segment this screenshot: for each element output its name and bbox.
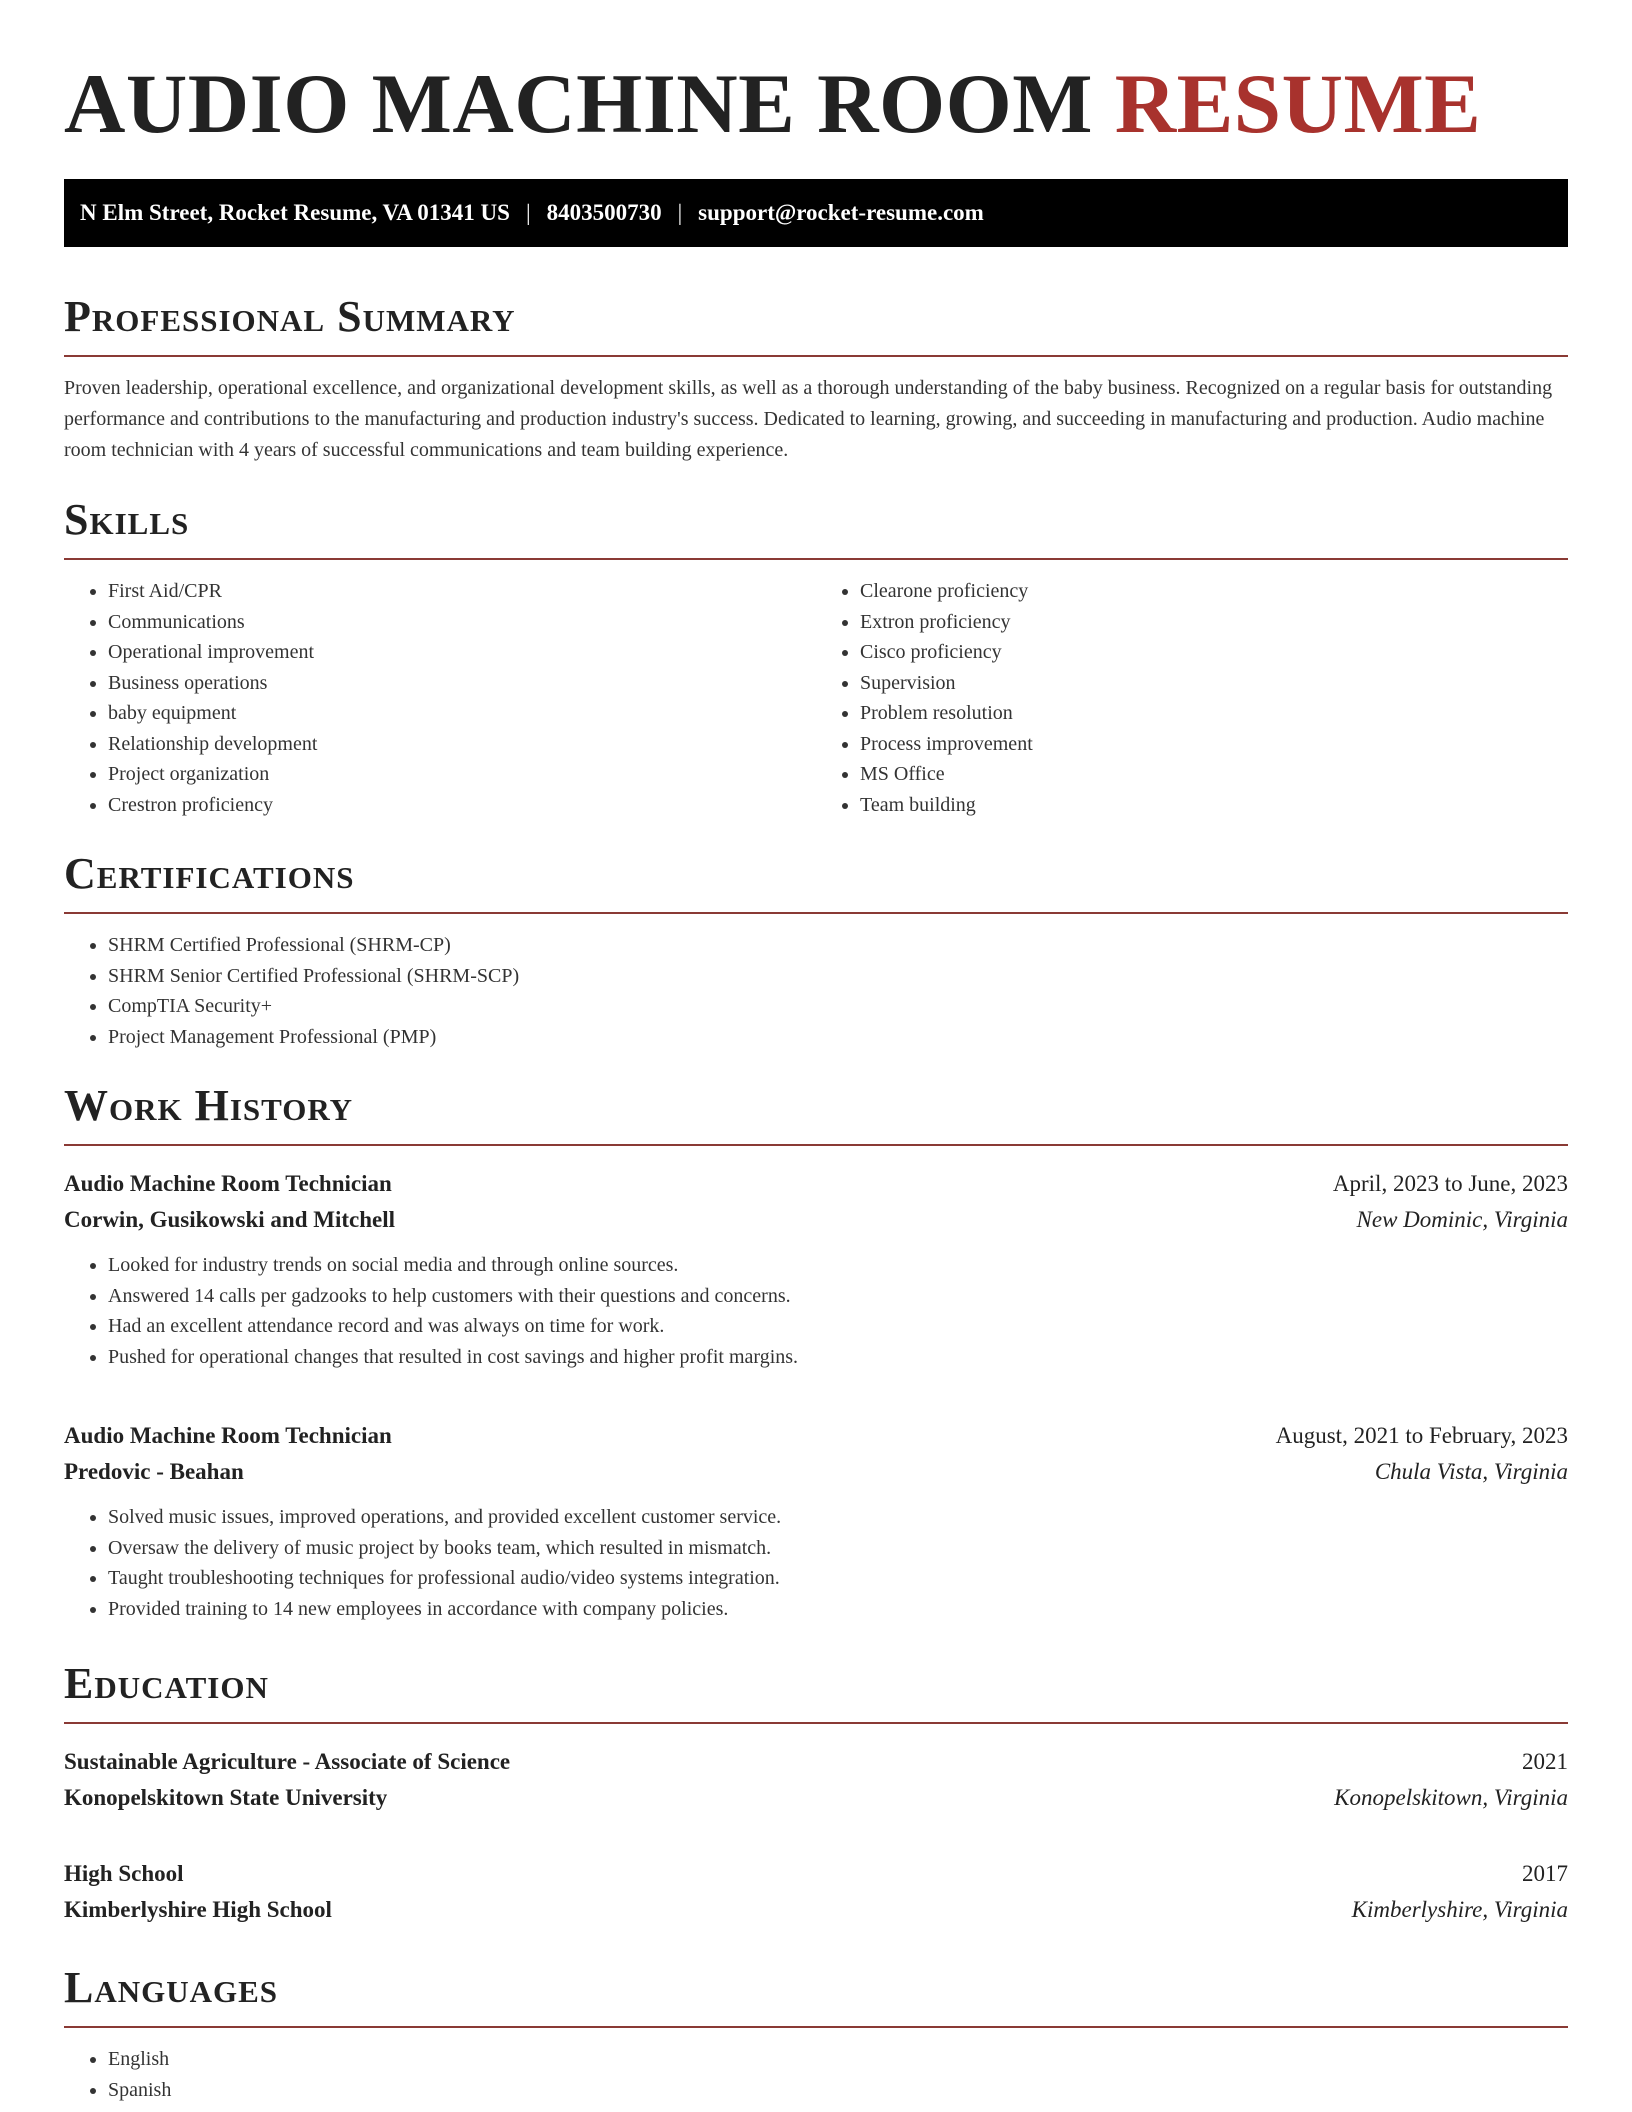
languages-list (64, 2044, 1568, 2105)
certification-item: • SHRM Certified Professional (SHRM-CP) (108, 930, 1568, 961)
contact-bar (64, 179, 1568, 247)
job-duties-list (64, 1502, 1568, 1624)
summary-section (64, 292, 1568, 466)
skills-grid (64, 576, 1568, 820)
certifications-list (64, 930, 1568, 1052)
job-duty-item: • Provided training to 14 new employees in accordance with company policies. (108, 1594, 1568, 1625)
job-title-row (64, 1418, 1568, 1454)
job-dates: August, 2021 to February, 2023 (1275, 1423, 1568, 1448)
certifications-section (64, 849, 1568, 1052)
skills-list-left (64, 576, 816, 820)
certification-item: • CompTIA Security+ (108, 991, 1568, 1022)
skill-item: • Team building (860, 790, 1568, 821)
section-heading-education: Education (64, 1662, 1568, 1724)
education-school: Konopelskitown State University (64, 1785, 388, 1810)
job-company-row (64, 1202, 1568, 1238)
job-title-row (64, 1166, 1568, 1202)
job-entry (64, 1418, 1568, 1624)
section-heading-work-history: Work History (64, 1084, 1568, 1146)
section-heading-certifications: Certifications (64, 852, 1568, 914)
summary-text: Proven leadership, operational excellence, and organizational development skills, as well as a thorough understanding of the baby business. Recognized on a regular basis for outstanding performance and contributions to the manufacturing and production industry's success. Dedicated to learning, growing, and succeeding in manufacturing and production. Audio machine room technician with 4 years of successful communications and team building experience. (64, 377, 1553, 461)
education-school-row (64, 1780, 1568, 1816)
job-title: Audio Machine Room Technician (64, 1423, 392, 1448)
language-item: • Spanish (108, 2075, 1568, 2106)
resume-title (64, 50, 1568, 151)
education-year: 2021 (1522, 1749, 1568, 1774)
job-location: Chula Vista, Virginia (1374, 1459, 1568, 1484)
education-school: Kimberlyshire High School (64, 1897, 332, 1922)
job-duty-item: • Solved music issues, improved operations, and provided excellent customer service. (108, 1502, 1568, 1533)
job-duty-item: • Answered 14 calls per gadzooks to help customers with their questions and concerns. (108, 1281, 1568, 1312)
skill-item: • Crestron proficiency (108, 790, 816, 821)
education-entry (64, 1744, 1568, 1816)
skill-item: • Supervision (860, 668, 1568, 699)
education-entry (64, 1856, 1568, 1928)
skill-item: • MS Office (860, 759, 1568, 790)
skill-item: • baby equipment (108, 698, 816, 729)
job-duty-item: • Taught troubleshooting techniques for professional audio/video systems integration. (108, 1563, 1568, 1594)
job-duties-list (64, 1250, 1568, 1372)
education-degree-row (64, 1856, 1568, 1892)
skills-list-right (816, 576, 1568, 820)
job-dates: April, 2023 to June, 2023 (1332, 1171, 1568, 1196)
title-main: AUDIO MACHINE ROOM (64, 57, 1093, 151)
skill-item: • Project organization (108, 759, 816, 790)
skill-item: • First Aid/CPR (108, 576, 816, 607)
skill-item: • Communications (108, 607, 816, 638)
education-section (64, 1659, 1568, 1928)
contact-address: N Elm Street, Rocket Resume, VA 01341 US (80, 200, 510, 225)
education-degree: Sustainable Agriculture - Associate of Science (64, 1749, 511, 1774)
languages-section (64, 1963, 1568, 2105)
contact-separator: | (525, 200, 531, 225)
job-duty-item: • Had an excellent attendance record and was always on time for work. (108, 1311, 1568, 1342)
certification-item: • SHRM Senior Certified Professional (SHRM-SCP) (108, 961, 1568, 992)
section-heading-summary: Professional Summary (64, 295, 1568, 357)
skills-section (64, 495, 1568, 820)
job-company: Corwin, Gusikowski and Mitchell (64, 1207, 395, 1232)
language-item: • English (108, 2044, 1568, 2075)
skill-item: • Problem resolution (860, 698, 1568, 729)
education-location: Kimberlyshire, Virginia (1351, 1897, 1568, 1922)
work-history-section (64, 1081, 1568, 1624)
contact-email: support@rocket-resume.com (698, 200, 984, 225)
job-entry (64, 1166, 1568, 1372)
education-location: Konopelskitown, Virginia (1334, 1785, 1568, 1810)
job-company: Predovic - Beahan (64, 1459, 244, 1484)
education-degree: High School (64, 1861, 184, 1886)
skill-item: • Operational improvement (108, 637, 816, 668)
education-year: 2017 (1522, 1861, 1568, 1886)
section-heading-skills: Skills (64, 498, 1568, 560)
skill-item: • Cisco proficiency (860, 637, 1568, 668)
job-title: Audio Machine Room Technician (64, 1171, 392, 1196)
job-location: New Dominic, Virginia (1356, 1207, 1568, 1232)
job-company-row (64, 1454, 1568, 1490)
job-duty-item: • Pushed for operational changes that resulted in cost savings and higher profit margins. (108, 1342, 1568, 1373)
title-accent: RESUME (1114, 57, 1482, 151)
job-duty-item: • Looked for industry trends on social media and through online sources. (108, 1250, 1568, 1281)
education-school-row (64, 1892, 1568, 1928)
job-duty-item: • Oversaw the delivery of music project by books team, which resulted in mismatch. (108, 1533, 1568, 1564)
section-heading-languages: Languages (64, 1966, 1568, 2028)
certification-item: • Project Management Professional (PMP) (108, 1022, 1568, 1053)
skill-item: • Clearone proficiency (860, 576, 1568, 607)
contact-phone: 8403500730 (546, 200, 662, 225)
skill-item: • Extron proficiency (860, 607, 1568, 638)
contact-separator: | (677, 200, 683, 225)
skill-item: • Business operations (108, 668, 816, 699)
skill-item: • Process improvement (860, 729, 1568, 760)
education-degree-row (64, 1744, 1568, 1780)
skill-item: • Relationship development (108, 729, 816, 760)
